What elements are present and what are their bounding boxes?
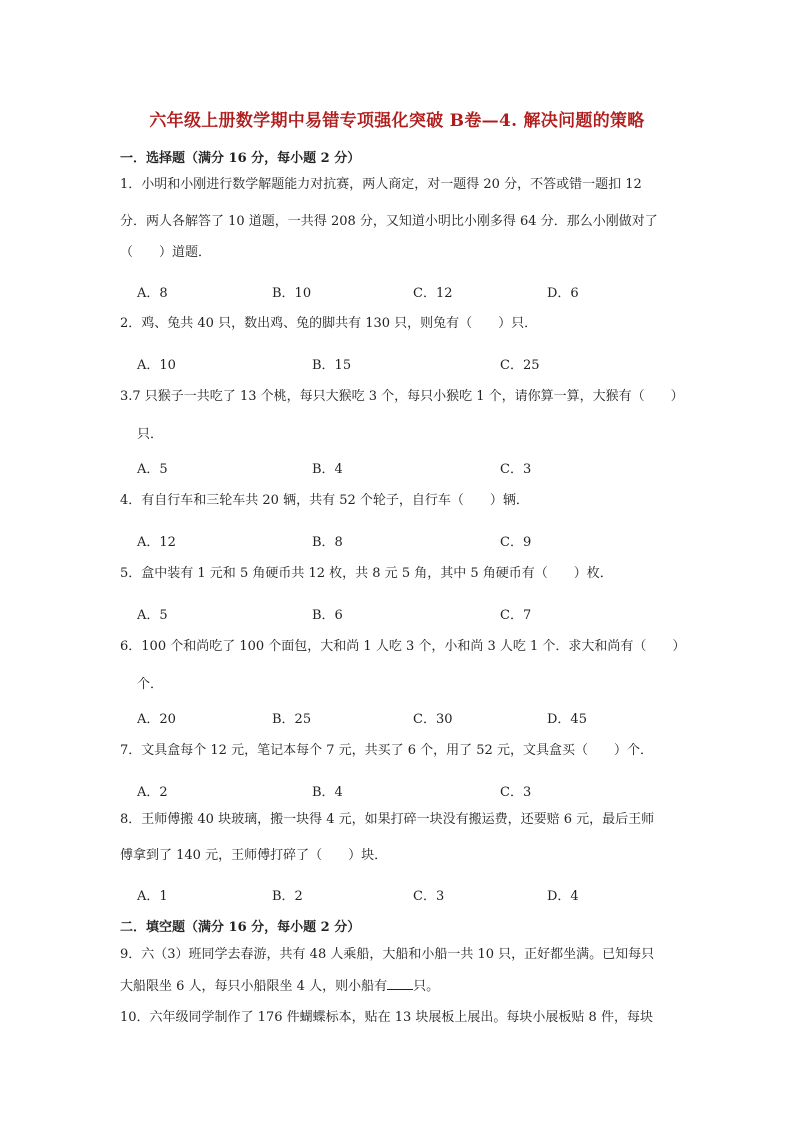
question-3-line-2: 只．: [137, 427, 164, 442]
question-8-option-b: B．2: [272, 889, 303, 904]
question-6-line-1: 6．100 个和尚吃了 100 个面包，大和尚 1 人吃 3 个，小和尚 3 人吃 1 个．求大和尚有（ ）: [120, 639, 686, 654]
section-heading-fill-blank: 二．填空题（满分 16 分，每小题 2 分）: [120, 920, 361, 935]
question-1-option-a: A．8: [137, 286, 168, 301]
question-3-option-c: C．3: [500, 462, 532, 477]
question-8-option-c: C．3: [413, 889, 445, 904]
question-3-option-b: B．4: [312, 462, 343, 477]
question-1-option-d: D．6: [547, 286, 579, 301]
question-7-line-1: 7．文具盒每个 12 元，笔记本每个 7 元，共买了 6 个，用了 52 元，文具盒买（ ）个．: [120, 743, 653, 758]
answer-blank[interactable]: [387, 977, 413, 990]
question-4-option-c: C．9: [500, 535, 532, 550]
question-8-line-2: 傅拿到了 140 元，王师傅打碎了（ ）块．: [120, 848, 388, 863]
question-2-option-c: C．25: [500, 358, 540, 373]
question-6-option-d: D．45: [547, 712, 587, 727]
section-heading-choice: 一．选择题（满分 16 分，每小题 2 分）: [120, 151, 361, 166]
question-9-line-1: 9．六（3）班同学去春游，共有 48 人乘船，大船和小船一共 10 只，正好都坐满。已知每只: [120, 947, 655, 962]
question-8-option-a: A．1: [137, 889, 168, 904]
question-2-option-a: A．10: [137, 358, 176, 373]
question-1-line-2: 分．两人各解答了 10 道题，一共得 208 分，又知道小明比小刚多得 64 分．那么小刚做对了: [120, 214, 658, 229]
question-1-option-b: B．10: [272, 286, 312, 301]
page-title: 六年级上册数学期中易错专项强化突破 B卷—4. 解决问题的策略: [149, 111, 645, 131]
question-8-option-d: D．4: [547, 889, 579, 904]
question-9-text: 大船限坐 6 人，每只小船限坐 4 人，则小船有: [120, 979, 388, 994]
question-3-line-1: 3.7 只猴子一共吃了 13 个桃，每只大猴吃 3 个，每只小猴吃 1 个，请你算一算，大猴有（ ）: [120, 389, 684, 404]
question-4-option-b: B．8: [312, 535, 343, 550]
question-5-option-b: B．6: [312, 608, 343, 623]
question-6-line-2: 个．: [137, 677, 164, 692]
question-7-option-c: C．3: [500, 785, 532, 800]
question-1-line-1: 1．小明和小刚进行数学解题能力对抗赛，两人商定，对一题得 20 分，不答或错一题扣 12: [120, 177, 642, 192]
question-10-line-1: 10．六年级同学制作了 176 件蝴蝶标本，贴在 13 块展板上展出。每块小展板贴 8 件，每块: [120, 1010, 653, 1025]
question-1-option-c: C．12: [413, 286, 453, 301]
question-2-option-b: B．15: [312, 358, 352, 373]
question-8-line-1: 8．王师傅搬 40 块玻璃，搬一块得 4 元，如果打碎一块没有搬运费，还要赔 6 元，最后王师: [120, 812, 655, 827]
question-2-line-1: 2．鸡、兔共 40 只，数出鸡、兔的脚共有 130 只，则兔有（ ）只．: [120, 316, 538, 331]
question-3-option-a: A．5: [137, 462, 168, 477]
question-5-option-a: A．5: [137, 608, 168, 623]
question-6-option-a: A．20: [137, 712, 176, 727]
question-6-option-b: B．25: [272, 712, 312, 727]
question-5-option-c: C．7: [500, 608, 532, 623]
question-4-line-1: 4．有自行车和三轮车共 20 辆，共有 52 个轮子，自行车（ ）辆．: [120, 493, 529, 508]
question-6-option-c: C．30: [413, 712, 453, 727]
question-5-line-1: 5．盒中装有 1 元和 5 角硬币共 12 枚，共 8 元 5 角，其中 5 角硬币有（ ）枚．: [120, 566, 613, 581]
question-4-option-a: A．12: [137, 535, 176, 550]
question-7-option-a: A．2: [137, 785, 168, 800]
question-7-option-b: B．4: [312, 785, 343, 800]
question-1-line-3: （ ）道题．: [120, 245, 212, 260]
question-9-line-2: [120, 977, 680, 995]
question-9-unit: 只。: [413, 979, 440, 994]
